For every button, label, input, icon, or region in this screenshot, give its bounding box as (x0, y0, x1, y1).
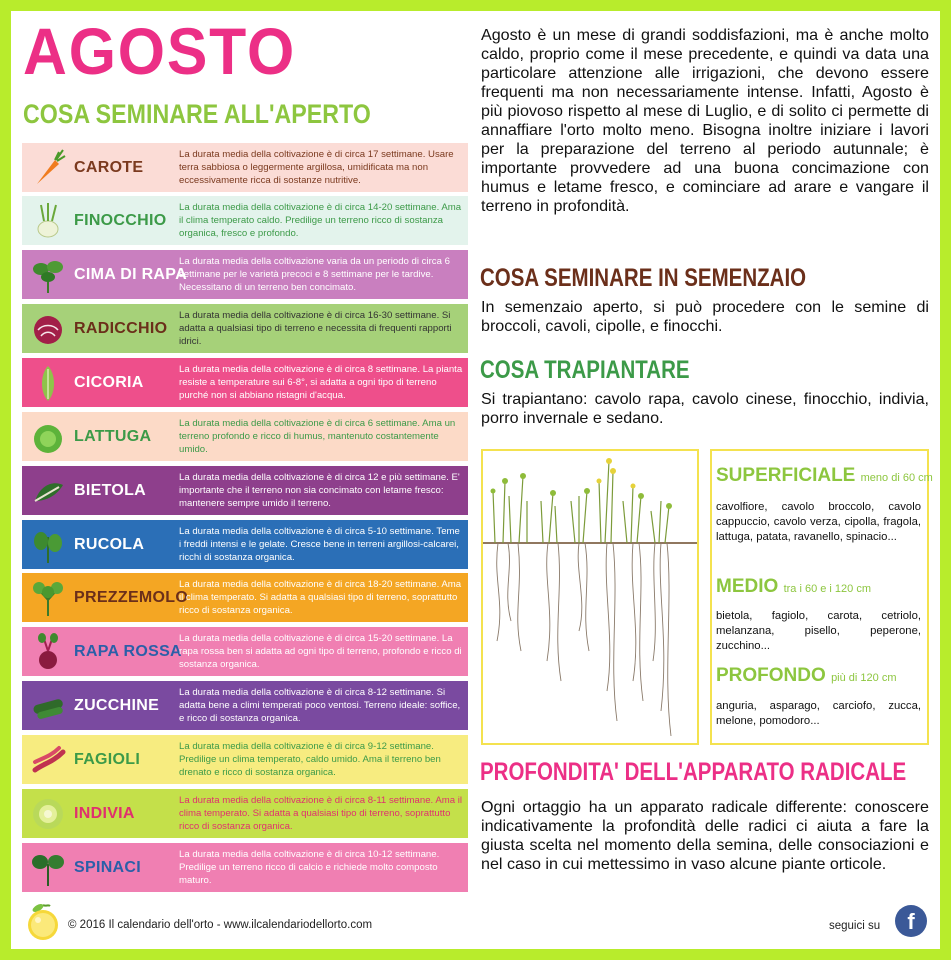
depth-medio: MEDIO tra i 60 e i 120 cm (716, 576, 871, 597)
crop-description: La durata media della coltivazione varia da un periodo di circa 6 settimane per le varietà precoci e 8 settimane per le tardive. Necessitano di un terreno ben concimato. (179, 255, 450, 294)
depth-superficiale-list: cavolfiore, cavolo broccolo, cavolo cappuccio, cavolo verza, cipolla, fragola, lattuga, patata, ravanello, spinacio... (716, 501, 921, 544)
depth-superficiale: SUPERFICIALE meno di 60 cm (716, 465, 933, 486)
crop-row-zucchine (22, 681, 468, 730)
crop-name: LATTUGA (74, 427, 152, 445)
fennel-icon (22, 196, 74, 245)
page-title: AGOSTO (23, 14, 297, 88)
crop-name: FAGIOLI (74, 750, 141, 768)
parsley-icon (22, 573, 74, 622)
crop-row-lattuga (22, 412, 468, 461)
depth-profondo-list: anguria, asparago, carciofo, zucca, melone, pomodoro... (716, 700, 921, 728)
crop-name: RUCOLA (74, 535, 145, 553)
crop-name: SPINACI (74, 858, 141, 876)
root-depth-legend (710, 449, 933, 745)
depth-profondo: PROFONDO più di 120 cm (716, 665, 897, 686)
crop-row-cima-di-rapa (22, 250, 468, 299)
turnip-greens-icon (22, 250, 74, 299)
crop-name: RADICCHIO (74, 319, 168, 337)
crop-description: La durata media della coltivazione è di circa 5-10 settimane. Teme i freddi intensi e le gelate. Cresce bene in terreni argillosi-calcarei, ricchi di sostanza organica. (179, 525, 460, 564)
crop-description: La durata media della coltivazione è di circa 15-20 settimane. La rapa rossa ben si adatta ad ogni tipo di terreno, profondo e ricco di sostanza organica. (179, 632, 462, 671)
spinach-icon (22, 843, 74, 892)
crop-row-indivia (22, 789, 468, 838)
crop-row-bietola (22, 466, 468, 515)
crop-name: CAROTE (74, 158, 144, 176)
chicory-icon (22, 358, 74, 407)
crop-row-cicoria (22, 358, 468, 407)
crop-name: RAPA ROSSA (74, 642, 182, 660)
semenzaio-text: In semenzaio aperto, si può procedere con le semine di broccoli, cavoli, cipolle, e finocchi. (481, 298, 929, 335)
crop-description: La durata media della coltivazione è di circa 14-20 settimane. Ama il clima temperato caldo. Predilige un terreno ricco di sostanza organica, fresco e profondo. (179, 201, 462, 240)
crop-name: CIMA DI RAPA (74, 265, 187, 283)
crop-row-carote (22, 143, 468, 192)
crop-row-finocchio (22, 196, 468, 245)
crop-name: BIETOLA (74, 481, 147, 499)
crop-row-prezzemolo (22, 573, 468, 622)
radicale-text: Ogni ortaggio ha un apparato radicale differente: conoscere indicativamente la profondità delle radici ci aiuta a fare la giusta scelta nel momento della semina, delle consociazioni e nel caso in cui mettessimo in vaso alcune piante orticole. (481, 798, 929, 873)
crop-description: La durata media della coltivazione è di circa 8-12 settimane. Si adatta bene a climi temperati poco ventosi. Terreno ideale: soffice, e ricco di sostanza organica. (179, 686, 461, 725)
crop-row-spinaci (22, 843, 468, 892)
crop-description: La durata media della coltivazione è di circa 6 settimane. Ama un terreno profondo e ricco di humus, mantenuto costantemente umido. (179, 417, 456, 456)
crop-description: La durata media della coltivazione è di circa 8-11 settimane. Ama il clima temperato. Si adatta a qualsiasi tipo di terreno, soprattutto ricco di sostanza organica. (179, 794, 462, 833)
zucchini-icon (22, 681, 74, 730)
crop-description: La durata media della coltivazione è di circa 12 e più settimane. E' importante che il terreno non sia concimato con letame fresco: mantenere sempre umido il terreno. (179, 471, 460, 510)
trapiantare-heading: COSA TRAPIANTARE (480, 356, 690, 384)
crop-description: La durata media della coltivazione è di circa 17 settimane. Usare terra sabbiosa o leggermente argillosa, umidificata ma non eccessivamente ricca di sostanze nutritive. (179, 148, 454, 187)
crop-name: INDIVIA (74, 804, 135, 822)
lemon-icon (24, 902, 62, 946)
endive-icon (22, 789, 74, 838)
depth-medio-list: bietola, fagiolo, carota, cetriolo, melanzana, pisello, peperone, zucchino... (716, 610, 921, 653)
radicchio-icon (22, 304, 74, 353)
beans-icon (22, 735, 74, 784)
crop-name: PREZZEMOLO (74, 588, 189, 606)
crop-description: La durata media della coltivazione è di circa 16-30 settimane. Si adatta a qualsiasi tipo di terreno e necessita di frequenti rapporti idrici. (179, 309, 452, 348)
page-subtitle: COSA SEMINARE ALL'APERTO (23, 99, 371, 129)
crop-description: La durata media della coltivazione è di circa 10-12 settimane. Predilige un terreno ricco di calcio e richiede molto composto maturo. (179, 848, 440, 887)
carrot-icon (22, 143, 74, 192)
trapiantare-text: Si trapiantano: cavolo rapa, cavolo cinese, finocchio, indivia, porro invernale e sedano. (481, 390, 929, 427)
beetroot-icon (22, 627, 74, 676)
crop-name: ZUCCHINE (74, 696, 160, 714)
crop-row-rucola (22, 520, 468, 569)
crop-row-radicchio (22, 304, 468, 353)
crop-description: La durata media della coltivazione è di circa 18-20 settimane. Ama il clima temperato. Si adatta a qualsiasi tipo di terreno, soprattutto ricco di sostanza organica. (179, 578, 462, 617)
crop-name: FINOCCHIO (74, 211, 167, 229)
semenzaio-heading: COSA SEMINARE IN SEMENZAIO (480, 264, 807, 292)
follow-text: seguici su (829, 920, 881, 932)
radicale-heading: PROFONDITA' DELL'APPARATO RADICALE (480, 758, 907, 786)
crop-row-fagioli (22, 735, 468, 784)
crop-description: La durata media della coltivazione è di circa 9-12 settimane. Predilige un clima temperato, caldo umido. Ama il terreno ben drenato e ricco di sostanza organica. (179, 740, 441, 779)
arugula-icon (22, 520, 74, 569)
crop-description: La durata media della coltivazione è di circa 8 settimane. La pianta resiste a temperature sui 6-8°, si adatta a ogni tipo di terreno purché non si abbiano ristagni d'acqua. (179, 363, 463, 402)
chard-icon (22, 466, 74, 515)
root-depth-illustration (481, 449, 699, 745)
copyright-text: © 2016 Il calendario dell'orto - www.ilcalendariodellorto.com (68, 919, 373, 931)
lettuce-icon (22, 412, 74, 461)
facebook-icon[interactable]: f (895, 905, 927, 937)
intro-paragraph: Agosto è un mese di grandi soddisfazioni, ma è anche molto caldo, proprio come il mese precedente, e quindi va data una particolare attenzione alle irrigazioni, che devono essere frequenti ma non necessariamente intense. Infatti, Agosto è più piovoso rispetto al mese di Luglio, e di solito ci permette di annaffiare l'orto molto meno. Bisogna inoltre iniziare i lavori per la preparazione del terreno al periodo autunnale; è importante provvedere ad una buona concimazione con humus e letame fresco, e cominciare ad arare e vangare il terreno in profondità. (481, 26, 929, 215)
crop-row-rapa-rossa (22, 627, 468, 676)
crop-name: CICORIA (74, 373, 144, 391)
